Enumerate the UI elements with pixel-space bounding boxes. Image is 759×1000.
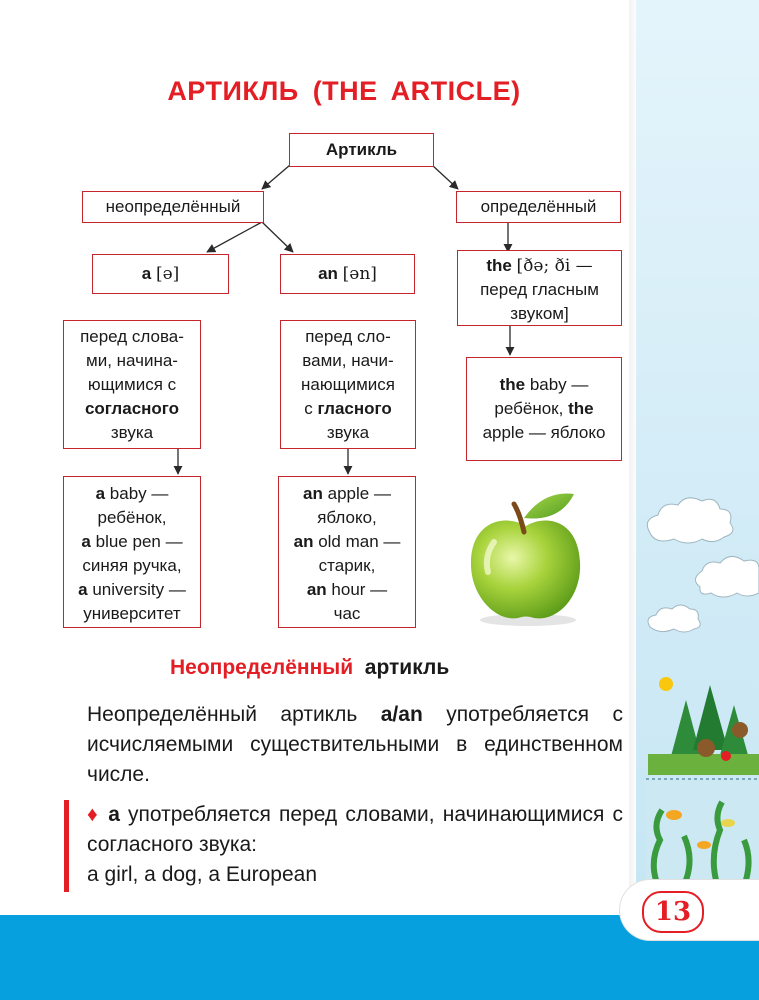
rule-bold-article: a <box>108 803 120 826</box>
cloud-shape <box>648 605 700 632</box>
example-line <box>64 506 200 530</box>
example-article: a <box>95 484 106 503</box>
box-an-rule <box>280 320 416 449</box>
a-rule-line: звука <box>110 423 154 442</box>
page-number: 13 <box>642 891 704 933</box>
example-line <box>279 554 415 578</box>
example-line <box>64 482 200 506</box>
sun-shape <box>659 677 673 691</box>
underwater-illustration <box>646 775 759 880</box>
an-rule-line: перед сло- <box>305 327 391 346</box>
arrow-indefinite-to-an <box>262 222 293 252</box>
the-word: the <box>486 256 512 275</box>
an-rule-prefix: с <box>304 399 313 418</box>
example-text: ребёнок, <box>97 508 167 527</box>
the-example-text: apple — яблоко <box>482 423 606 442</box>
example-text: hour — <box>331 580 388 599</box>
example-text: apple — <box>327 484 391 503</box>
example-article: a <box>78 580 88 599</box>
rule-examples: a girl, a dog, a European <box>87 863 317 886</box>
example-text: яблоко, <box>317 508 377 527</box>
an-word: an <box>318 264 338 283</box>
an-rule-line: вами, начи- <box>302 351 394 370</box>
example-line <box>279 602 415 626</box>
example-article: an <box>303 484 323 503</box>
a-rule-line: ми, начина- <box>86 351 178 370</box>
box-an <box>280 254 415 294</box>
example-line <box>279 578 415 602</box>
clouds-illustration <box>640 495 759 645</box>
fish-shape <box>666 810 682 820</box>
the-transcription: [ðə; ði — <box>516 256 593 276</box>
animal-shape <box>697 739 715 757</box>
example-article: an <box>306 580 327 599</box>
box-indefinite <box>82 191 264 223</box>
an-rule-bold: гласного <box>317 399 392 418</box>
a-rule-bold: согласного <box>84 399 180 418</box>
animal-shape <box>732 722 748 738</box>
example-text: university — <box>92 580 186 599</box>
arrow-root-to-definite <box>432 165 458 189</box>
a-rule-line: перед слова- <box>80 327 184 346</box>
box-a-rule <box>63 320 201 449</box>
example-text: baby — <box>109 484 169 503</box>
apple-leaf <box>524 494 574 519</box>
mushroom-shape <box>721 751 731 761</box>
box-a <box>92 254 229 294</box>
example-text: old man — <box>318 532 401 551</box>
cloud-shape <box>695 556 759 597</box>
page-title: АРТИКЛЬ (THE ARTICLE) <box>167 76 521 106</box>
box-an-examples <box>278 476 416 628</box>
water-shape <box>646 775 759 880</box>
the-example-word: the <box>499 375 526 394</box>
fish-shape <box>721 819 735 827</box>
section-heading-red: Неопределённый <box>170 656 354 679</box>
box-an-content <box>318 262 377 286</box>
the-line-2: перед гласным <box>480 280 599 299</box>
apple-illustration <box>466 492 586 627</box>
arrow-indefinite-to-a <box>207 222 262 252</box>
example-line <box>279 506 415 530</box>
example-text: blue pen — <box>95 532 183 551</box>
example-line <box>64 530 200 554</box>
example-line <box>279 530 415 554</box>
section-heading-black: артикль <box>364 656 450 679</box>
example-text: час <box>333 604 361 623</box>
an-transcription: [ən] <box>342 264 377 284</box>
ground-shape <box>648 754 759 775</box>
diamond-bullet-icon: ♦ <box>87 803 101 826</box>
section-heading <box>170 656 449 680</box>
box-the-example <box>466 357 622 461</box>
paragraph-bold: a/an <box>380 703 423 726</box>
rule-description: употребляется перед словами, начинающимися с согласного звука: <box>87 803 623 856</box>
box-definite-label: определённый <box>480 197 597 216</box>
the-example-word: the <box>568 399 594 418</box>
the-line-1 <box>458 254 621 278</box>
definition-paragraph <box>87 700 623 790</box>
cloud-shape <box>647 498 733 543</box>
box-indefinite-label: неопределённый <box>105 197 241 216</box>
fish-shape <box>697 841 711 849</box>
a-rule-line: ющимися с <box>87 375 177 394</box>
paragraph-text-start: Неопределённый артикль <box>87 703 358 726</box>
a-transcription: [ə] <box>155 264 180 284</box>
the-line-3: звуком] <box>510 304 569 323</box>
example-line <box>64 554 200 578</box>
the-example-text: baby — <box>529 375 589 394</box>
example-line <box>64 578 200 602</box>
paragraph-text-end: употребляется с исчисляемыми существительными в единственном числе. <box>87 703 623 786</box>
box-a-examples <box>63 476 201 628</box>
box-the <box>457 250 622 326</box>
example-text: старик, <box>318 556 376 575</box>
a-word: a <box>141 264 152 283</box>
example-text: университет <box>83 604 181 623</box>
rule-red-bar <box>64 800 69 892</box>
the-example-text: ребёнок, <box>494 399 564 418</box>
rule-text <box>87 800 623 890</box>
box-article-label: Артикль <box>325 140 398 159</box>
tree-shape <box>670 700 702 760</box>
box-a-content <box>142 262 180 286</box>
example-article: an <box>293 532 314 551</box>
box-definite <box>456 191 621 223</box>
example-line <box>64 602 200 626</box>
example-article: a <box>81 532 91 551</box>
example-line <box>279 482 415 506</box>
rule-block <box>64 800 624 892</box>
forest-illustration <box>648 670 759 775</box>
example-text: синяя ручка, <box>82 556 182 575</box>
arrow-root-to-indefinite <box>262 165 290 189</box>
an-rule-line: звука <box>326 423 370 442</box>
an-rule-line: нающимися <box>301 375 395 394</box>
box-article <box>289 133 434 167</box>
